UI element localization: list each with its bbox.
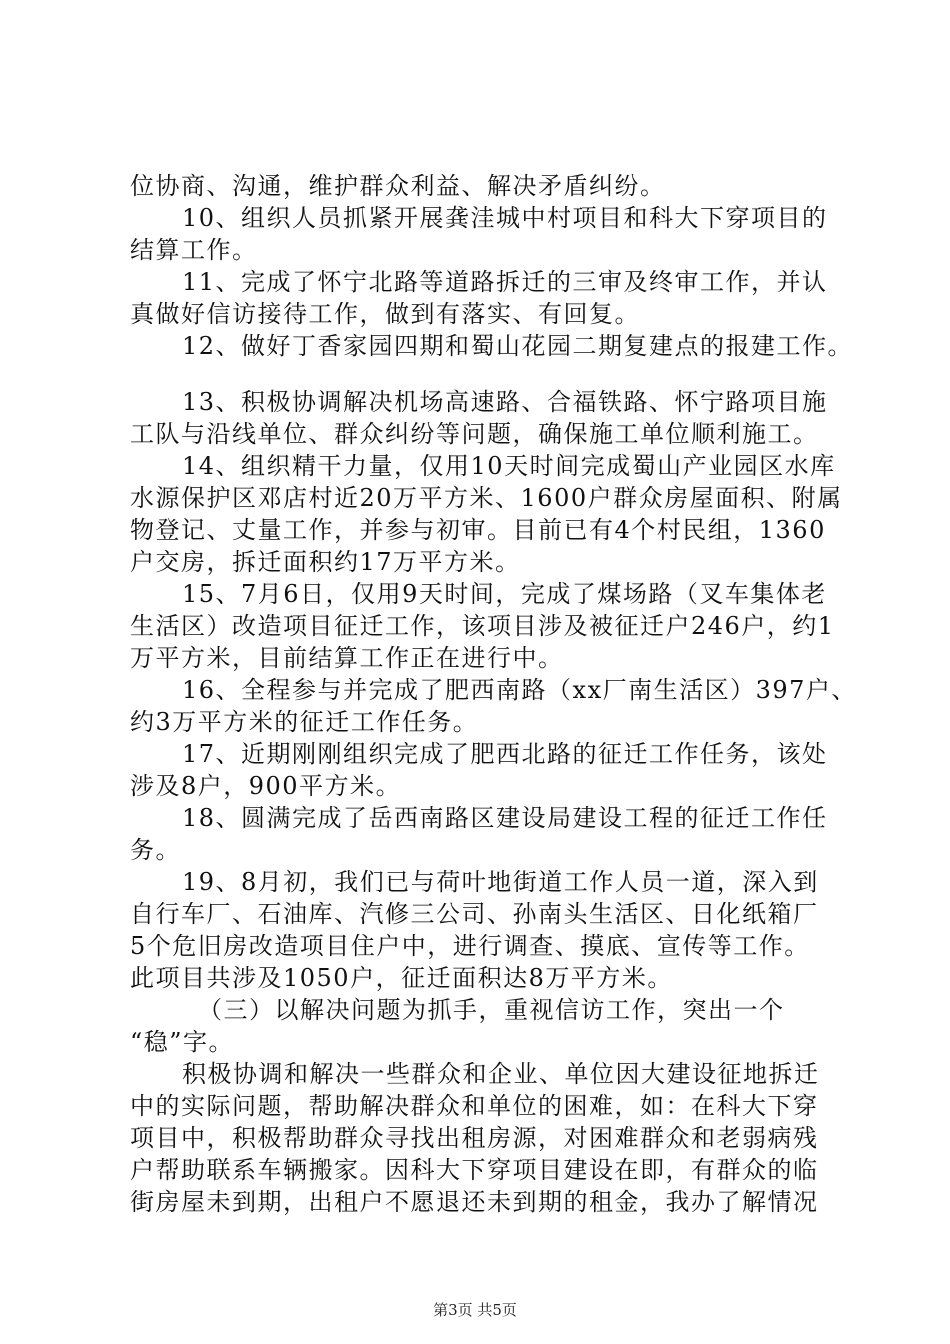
document-body — [130, 170, 857, 1218]
text-line: 真做好信访接待工作，做到有落实、有回复。 — [130, 300, 640, 328]
text-line: 结算工作。 — [130, 236, 258, 264]
paragraph-start: 积极协调和解决一些群众和企业、单位因大建设征地拆迁 — [182, 1060, 820, 1088]
text-line: 街房屋未到期，出租户不愿退还未到期的租金，我办了解情况 — [130, 1188, 819, 1216]
text-line: 5个危旧房改造项目住户中，进行调查、摸底、宣传等工作。 — [130, 932, 810, 960]
text-line: 水源保护区邓店村近20万平方米、1600户群众房屋面积、附属 — [130, 484, 843, 512]
text-line: 中的实际问题，帮助解决群众和单位的困难，如：在科大下穿 — [130, 1092, 819, 1120]
text-line: “稳”字。 — [130, 1028, 235, 1056]
text-line: 万平方米，目前结算工作正在进行中。 — [130, 644, 564, 672]
text-line: 户帮助联系车辆搬家。因科大下穿项目建设在即，有群众的临 — [130, 1156, 819, 1184]
text-line: 物登记、丈量工作，并参与初审。目前已有4个村民组，1360 — [130, 516, 826, 544]
text-line: 涉及8户，900平方米。 — [130, 772, 402, 800]
list-item-15: 15、7月6日，仅用9天时间，完成了煤场路（叉车集体老 — [182, 580, 827, 608]
list-item-19: 19、8月初，我们已与荷叶地街道工作人员一道，深入到 — [182, 868, 819, 896]
list-item-11: 11、完成了怀宁北路等道路拆迁的三审及终审工作，并认 — [182, 268, 828, 296]
list-item-14: 14、组织精干力量，仅用10天时间完成蜀山产业园区水库 — [182, 452, 836, 480]
text-line: 位协商、沟通，维护群众利益、解决矛盾纠纷。 — [130, 172, 666, 200]
list-item-16: 16、全程参与并完成了肥西南路（xx厂南生活区）397户、 — [182, 676, 857, 704]
list-item-12: 12、做好丁香家园四期和蜀山花园二期复建点的报建工作。 — [182, 332, 854, 360]
text-line: 自行车厂、石油库、汽修三公司、孙南头生活区、日化纸箱厂 — [130, 900, 819, 928]
text-line: 务。 — [130, 836, 181, 864]
list-item-18: 18、圆满完成了岳西南路区建设局建设工程的征迁工作任 — [182, 804, 828, 832]
text-line: 工队与沿线单位、群众纠纷等问题，确保施工单位顺利施工。 — [130, 420, 819, 448]
text-line: 户交房，拆迁面积约17万平方米。 — [130, 548, 521, 576]
list-item-10: 10、组织人员抓紧开展龚洼城中村项目和科大下穿项目的 — [182, 204, 828, 232]
list-item-17: 17、近期刚刚组织完成了肥西北路的征迁工作任务，该处 — [182, 740, 828, 768]
text-line: 项目中，积极帮助群众寻找出租房源，对困难群众和老弱病残 — [130, 1124, 819, 1152]
text-line: 此项目共涉及1050户，征迁面积达8万平方米。 — [130, 964, 673, 992]
paragraph-gap — [130, 362, 840, 386]
text-line: 约3万平方米的征迁工作任务。 — [130, 708, 479, 736]
list-item-13: 13、积极协调解决机场高速路、合福铁路、怀宁路项目施 — [182, 388, 828, 416]
text-line: 生活区）改造项目征迁工作，该项目涉及被征迁户246户，约1 — [130, 612, 835, 640]
page-number-footer: 第3页 共5页 — [433, 1301, 517, 1319]
section-heading-3: （三）以解决问题为抓手，重视信访工作，突出一个 — [198, 996, 785, 1024]
